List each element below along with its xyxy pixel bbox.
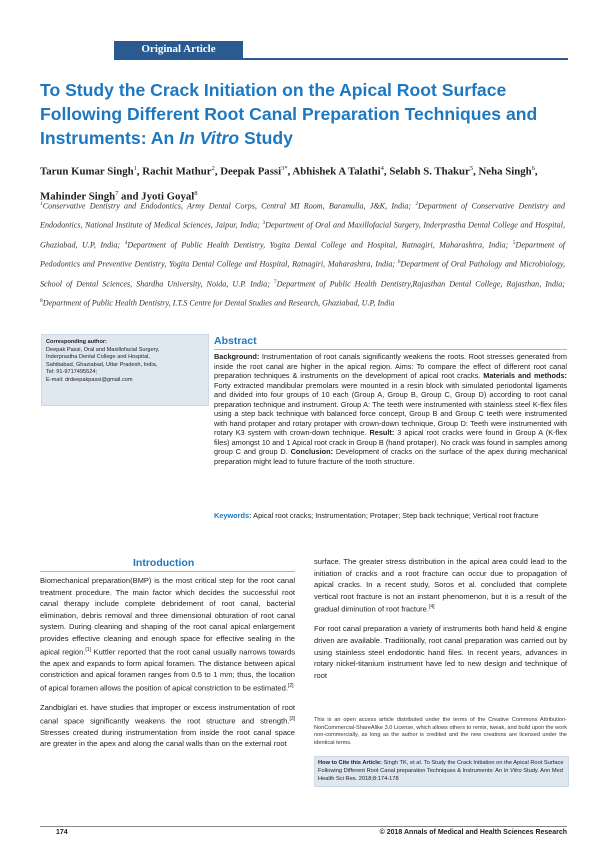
title-part1: To Study the Crack Initiation on the Apical Root Surface Following Different Root Canal Preparation Techniques and Instruments: An — [40, 80, 538, 148]
author-name: Tarun Kumar Singh — [40, 165, 134, 178]
cite-text: Study. Ann Med Health Sci Res. 2018;8:174-178 — [318, 767, 563, 782]
paragraph-text: surface. The greater stress distribution in the apical area could lead to the initiation of cracks and a root fracture can occur due to propagation of apical cracks. In a recent study, Soros et al. concluded that complete vertical root fracture is not an instant phenomenon, but it is a result of the gradual diminution of root fracture. — [314, 557, 567, 614]
article-title — [40, 78, 570, 150]
paragraph — [314, 556, 567, 615]
citation-ref[interactable]: [2] — [287, 682, 294, 689]
keywords — [214, 511, 567, 521]
keywords-label: Keywords: — [214, 511, 252, 520]
author-affiliation-marker: 5 — [469, 165, 474, 172]
conclusion-text: Development of cracks on the surface of the apex during mechanical preparation might lead to future fracture of the tooth structure. — [214, 447, 567, 466]
paragraph-text: Stresses created during instrumentation from inside the root canal space are greater in the apex and along the canal walls than on the external root — [40, 727, 295, 749]
corresponding-email[interactable]: E-mail: drdeepakpassi@gmail.com — [46, 376, 133, 383]
affiliation-marker: 3 — [262, 220, 266, 227]
affiliation-text: Department of Public Health Dentistry, Yogita Dental College and Hospital, Ratnagiri, Maharashtra, India; — [127, 240, 513, 250]
citation-ref[interactable]: [4] — [428, 604, 435, 611]
affiliation-text: Department of Oral and Maxillofacial Surgery, Inderprastha Dental College and Hospital, Ghaziabad, U.P, India; — [40, 221, 565, 250]
left-column — [40, 575, 295, 758]
author-affiliation-marker: 3* — [281, 165, 288, 172]
methods-label: Materials and methods: — [483, 371, 567, 380]
paragraph-text: Kuttler reported that the root canal usually narrows towards the apex and expands to form apical foramen. The distance between apical constriction and apical foramen ranges from 0.5 to 1 mm; thus, the location of apical foramen allows the position of apical constriction to be estimated. — [40, 647, 295, 693]
author-name: Abhishek A Talathi — [292, 165, 381, 178]
affiliation-marker: 7 — [273, 278, 277, 285]
affiliation-text: Department of Public Health Dentistry, I.T.S Centre for Dental Studies and Research, Ghaziabad, U.P, India — [42, 299, 395, 309]
introduction-heading: Introduction — [133, 557, 195, 569]
affiliation-text: Conservative Dentistry and Endodontics, Army Dental Corps, Central MI Room, Baramulla, J&K, India; — [42, 201, 416, 211]
affiliation-marker: 6 — [397, 259, 401, 266]
result-label: Result: — [369, 428, 395, 437]
paragraph: For root canal preparation a variety of instruments both hand held & engine driven are available. Traditionally, root canal preparation was carried out by using stainless steel endodontic hand files. In recent years, advances in rotary nickel-titanium instrument have led to new design and technique of root — [314, 624, 567, 680]
title-italic: In Vitro — [179, 128, 240, 148]
author-affiliation-marker: 4 — [380, 165, 384, 172]
cite-label: How to Cite this Article: — [318, 760, 382, 766]
introduction-rule — [40, 571, 295, 572]
page-number: 174 — [56, 829, 68, 836]
affiliation-text: Department of Conservative Dentistry and Endodontics, National Institute of Medical Sciences, Jaipur, India; — [40, 201, 565, 231]
paragraph — [40, 702, 295, 750]
affiliation-marker: 4 — [124, 239, 128, 246]
corresponding-line: Sahibabad, Ghaziabad, Uttar Pradesh, India, — [46, 361, 158, 368]
paragraph — [40, 575, 295, 694]
abstract-rule — [214, 349, 567, 350]
author-affiliation-marker: 1 — [133, 165, 137, 172]
citation-ref[interactable]: [3] — [289, 715, 295, 722]
affiliation-marker: 8 — [40, 298, 43, 305]
affiliation-text: Department of Public Health Dentistry,Rajasthan Dental College, Rajasthan, India; — [276, 279, 565, 289]
license-note: This is an open access article distributed under the terms of the Creative Commons Attribution-NonCommercial-ShareAlike 3.0 License, which allows others to remix, tweak, and build upon the work non-commercially, as long as the author is credited and the new creations are licensed under the identical terms. — [314, 717, 567, 746]
affiliation-text: Department of Pedodontics and Preventive Dentistry, Yogita Dental College and Hospital, Ratnagiri, Maharashtra, India; — [40, 240, 565, 270]
abstract-heading: Abstract — [214, 335, 257, 347]
citation-box — [314, 756, 569, 787]
author-affiliation-marker: 6 — [531, 165, 535, 172]
affiliation-marker: 2 — [415, 201, 419, 207]
footer-rule — [40, 826, 567, 827]
right-column — [314, 556, 567, 689]
author-name: Mahinder Singh — [40, 190, 116, 203]
paragraph-text: Biomechanical preparation(BMP) is the most critical step for the root canal treatment procedure. The main factor which decides the successful root canal therapy include complete debridement of root canal, bacterial elimination, debris removal and three dimensional obturation of root canal system. During cleaning and shaping of the root canal apical enlargement provides effective cleaning and enough space for effective sealing in the apical region. — [40, 576, 295, 657]
author-affiliation-marker: 8 — [194, 189, 198, 197]
title-part2: Study — [239, 128, 293, 148]
conclusion-label: Conclusion: — [290, 447, 334, 456]
keywords-text: Apical root cracks; Instrumentation; Protaper; Step back technique; Vertical root fracture — [251, 511, 539, 520]
affiliation-text: Department of Oral Pathology and Microbiology, School of Dental Sciences, Shardha University, Noida, U.P. India; — [40, 260, 566, 289]
corresponding-author-box — [41, 334, 209, 406]
author-name: Jyoti Goyal — [141, 190, 195, 203]
article-type-tab: Original Article — [114, 41, 243, 58]
result-text: 3 apical root cracks were found in Group A (K-flex files) amongst 10 and 1 Apical root crack in Group B (hand protaper). No crack was found in samples among group C and group D. — [214, 428, 567, 456]
paragraph-text: Zandbiglari et. have studies that improper or excess instrumentation of root canal space significantly weakens the root structure and strength. — [40, 702, 295, 726]
corresponding-line: Deepak Passi, Oral and Maxillofacial Surgery, — [46, 346, 160, 353]
citation-ref[interactable]: [1] — [85, 646, 91, 653]
methods-text: Forty extracted mandibular premolars were mounted in a resin block with simulated periodontal ligaments and divided into four groups of 10 each (Group A, Group B, Group C, Group D) according to root canal preparation technique and instrument. Group A: The teeth were instrumented with stainless steel K-flex files using a step back technique with balanced force concept, Group B and Group C teeth were instrumented with hand protaper and rotary protaper with crown-down technique, Group D: Teeth were instrumented with rotary K3 system with crown-down technique. — [214, 380, 567, 437]
corresponding-heading: Corresponding author: — [46, 339, 107, 345]
corresponding-line: Tel: 91-9717495524; — [46, 369, 98, 376]
author-affiliation-marker: 2 — [211, 165, 215, 172]
author-name: Deepak Passi — [220, 165, 282, 178]
affiliations — [40, 196, 565, 313]
cite-italic: In Vitro — [503, 767, 522, 774]
background-text: Instrumentation of root canals significantly weakens the roots. Root stresses generated from inside the root canal are higher in the apical region. Aims: To compare the effect of different root canal preparation techniques & instruments on the development of apical root cracks. — [214, 352, 567, 380]
journal-credit: © 2018 Annals of Medical and Health Sciences Research — [379, 829, 567, 836]
author-name: Neha Singh — [478, 165, 532, 178]
header-rule — [114, 58, 568, 60]
author-name: Selabh S. Thakur — [389, 165, 470, 178]
author-name: Rachit Mathur — [142, 165, 212, 178]
cite-text: Singh TK, et al. To Study the Crack Initiation on the Apical Root Surface Following Different Root Canal preparation Techniques & Instruments: An — [318, 760, 564, 774]
affiliation-marker: 5 — [512, 239, 516, 246]
author-affiliation-marker: 7 — [115, 189, 119, 197]
abstract-body — [214, 352, 567, 466]
author-list: Tarun Kumar Singh$^1$, Rachit Mathur$^2$, Deepak Passi$^{3*}$, Abhishek A Talathi$^4$, Selabh S. Thakur$^5$, Neha Singh$^6$, Mahinder Singh$^7$ and Jyoti Goyal$^8$ — [40, 165, 538, 203]
corresponding-line: Inderprastha Dental College and Hospital, — [46, 354, 150, 361]
affiliation-marker: 1 — [40, 201, 43, 207]
background-label: Background: — [214, 352, 260, 361]
